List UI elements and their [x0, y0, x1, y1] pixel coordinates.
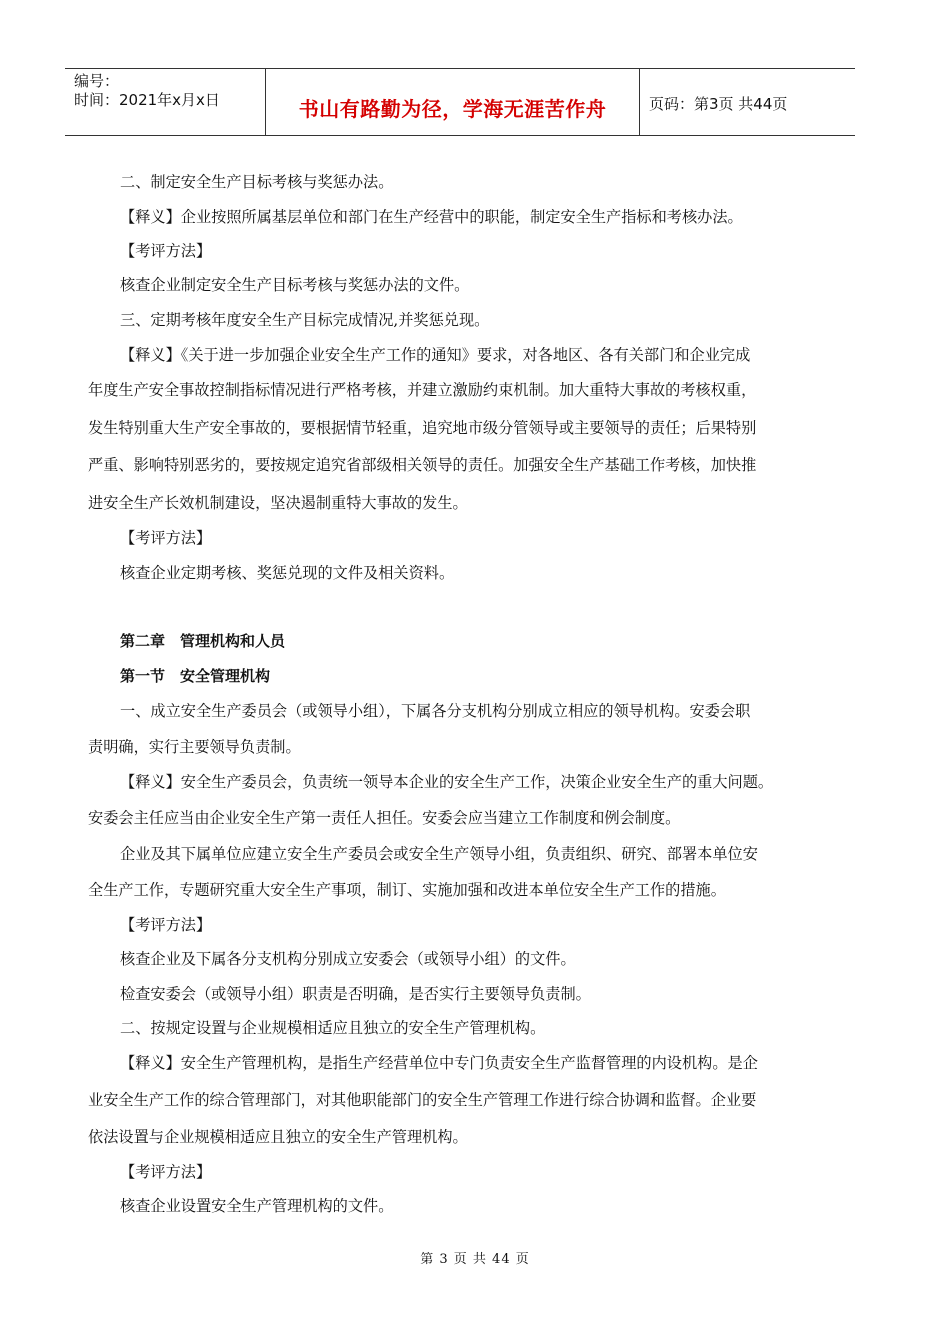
- page-header: [65, 68, 855, 136]
- paragraph: 业安全生产工作的综合管理部门，对其他职能部门的安全生产管理工作进行综合协调和监督。企业要: [88, 1091, 757, 1109]
- paragraph: 核查企业定期考核、奖惩兑现的文件及相关资料。: [120, 564, 455, 582]
- paragraph: 发生特别重大生产安全事故的，要根据情节轻重，追究地市级分管领导或主要领导的责任；后果特别: [88, 419, 757, 437]
- paragraph: 【释义】安全生产管理机构，是指生产经营单位中专门负责安全生产监督管理的内设机构。是企: [120, 1054, 758, 1072]
- header-middle-cell: [266, 69, 640, 135]
- paragraph: 企业及其下属单位应建立安全生产委员会或安全生产领导小组，负责组织、研究、部署本单位安: [120, 845, 758, 863]
- paragraph: 【释义】安全生产委员会，负责统一领导本企业的安全生产工作，决策企业安全生产的重大问题。: [120, 773, 774, 791]
- paragraph: 三、定期考核年度安全生产目标完成情况,并奖惩兑现。: [120, 311, 490, 329]
- paragraph: 二、制定安全生产目标考核与奖惩办法。: [120, 173, 394, 191]
- paragraph: 【考评方法】: [120, 529, 212, 547]
- paragraph: 全生产工作，专题研究重大安全生产事项，制订、实施加强和改进本单位安全生产工作的措施。: [88, 881, 726, 899]
- page-footer: 第 3 页 共 44 页: [420, 1252, 530, 1267]
- paragraph: 【考评方法】: [120, 1163, 212, 1181]
- paragraph: 检查安委会（或领导小组）职责是否明确，是否实行主要领导负责制。: [120, 985, 591, 1003]
- paragraph: 核查企业制定安全生产目标考核与奖惩办法的文件。: [120, 276, 470, 294]
- paragraph: 进安全生产长效机制建设，坚决遏制重特大事故的发生。: [88, 494, 468, 512]
- paragraph: 年度生产安全事故控制指标情况进行严格考核，并建立激励约束机制。加大重特大事故的考核权重，: [88, 381, 757, 399]
- paragraph: 【释义】企业按照所属基层单位和部门在生产经营中的职能，制定安全生产指标和考核办法。: [120, 208, 743, 226]
- paragraph: 严重、影响特别恶劣的，要按规定追究省部级相关领导的责任。加强安全生产基础工作考核，加快推: [88, 456, 757, 474]
- document-time-label: 时间：2021年x月x日: [74, 91, 220, 109]
- paragraph: 核查企业设置安全生产管理机构的文件。: [120, 1197, 394, 1215]
- paragraph: 【考评方法】: [120, 242, 212, 260]
- header-motto: 书山有路勤为径，学海无涯苦作舟: [298, 97, 607, 121]
- paragraph: 责明确，实行主要领导负责制。: [88, 738, 301, 756]
- paragraph: 【释义】《关于进一步加强企业安全生产工作的通知》要求，对各地区、各有关部门和企业完成: [120, 346, 751, 364]
- header-page-number: 页码：第3页 共44页: [649, 95, 788, 113]
- header-left-cell: [65, 69, 266, 135]
- paragraph: 依法设置与企业规模相适应且独立的安全生产管理机构。: [88, 1128, 468, 1146]
- paragraph: 二、按规定设置与企业规模相适应且独立的安全生产管理机构。: [120, 1019, 546, 1037]
- paragraph: 一、成立安全生产委员会（或领导小组），下属各分支机构分别成立相应的领导机构。安委会职: [120, 702, 751, 720]
- section-heading: 第一节 安全管理机构: [120, 667, 271, 685]
- paragraph: 安委会主任应当由企业安全生产第一责任人担任。安委会应当建立工作制度和例会制度。: [88, 809, 681, 827]
- paragraph: 【考评方法】: [120, 916, 212, 934]
- document-number-label: 编号：: [74, 72, 120, 90]
- header-right-cell: [640, 69, 855, 135]
- chapter-heading: 第二章 管理机构和人员: [120, 632, 286, 650]
- paragraph: 核查企业及下属各分支机构分别成立安委会（或领导小组）的文件。: [120, 950, 576, 968]
